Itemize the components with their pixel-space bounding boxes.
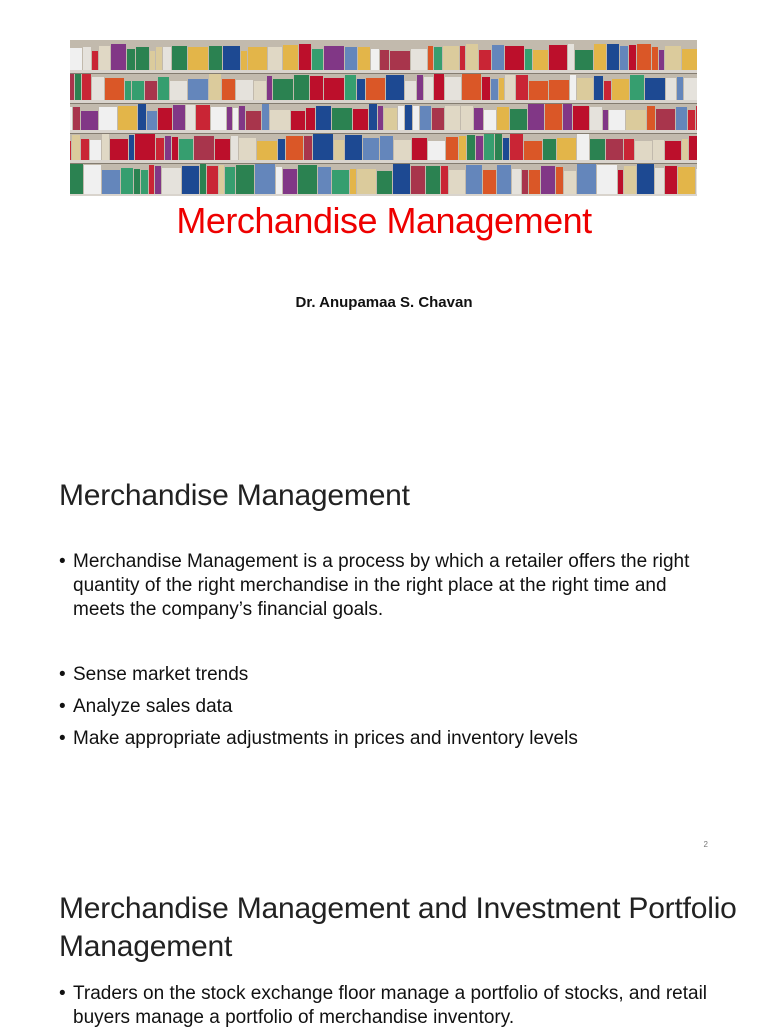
bullet-glyph: • [59,728,66,749]
bullet-glyph: • [59,551,66,572]
bullet-text: Sense market trends [73,664,249,685]
slide-1-title: Merchandise Management [176,200,592,241]
bullet-glyph: • [59,983,66,1004]
slide-1 [0,0,768,430]
slide-3-title: Merchandise Management and Investment Portfolio Management [59,892,737,963]
bullet-item [59,663,709,687]
bullet-item [59,695,709,719]
slide-2-bullet-list-main [59,550,709,622]
bullet-text: Merchandise Management is a process by which a retailer offers the right quantity of the right merchandise in the right place at the right time and meets the company’s financial goals. [73,551,690,620]
bullet-item [59,550,709,622]
bullet-text: Make appropriate adjustments in prices and inventory levels [73,728,578,749]
bullet-item [59,727,709,751]
bullet-text: Analyze sales data [73,696,233,717]
slide-1-author: Dr. Anupamaa S. Chavan [295,294,473,311]
slide-2-bullet-list-short [59,663,709,759]
store-shelves-photo [70,40,697,196]
slide-2 [0,430,768,862]
bullet-item [59,982,709,1030]
bullet-text: Traders on the stock exchange floor manage a portfolio of stocks, and retail buyers manage a portfolio of merchandise inventory. [73,983,708,1028]
bullet-glyph: • [59,696,66,717]
slide-3-bullet-list [59,982,709,1030]
bullet-glyph: • [59,664,66,685]
page-number: 2 [703,840,708,849]
slide-3 [0,862,768,1028]
slide-2-title: Merchandise Management [59,479,410,512]
